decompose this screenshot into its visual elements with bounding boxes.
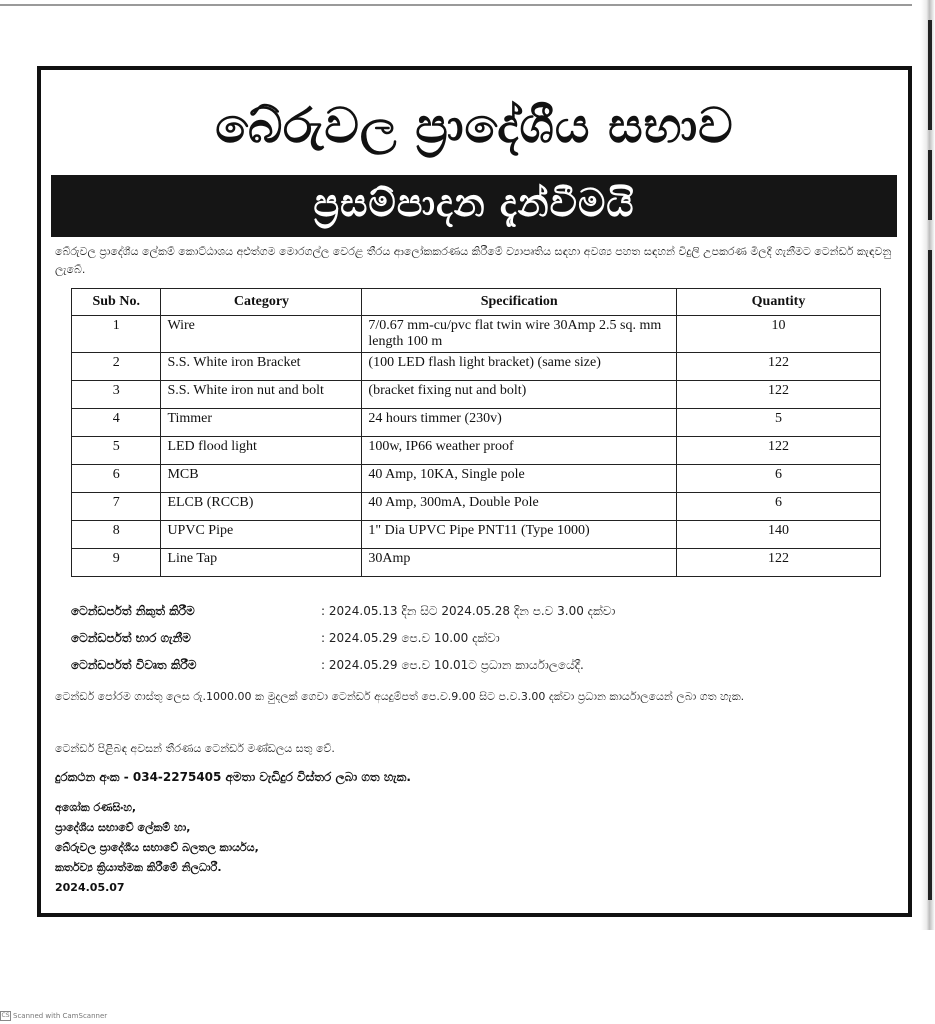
cell-specification: (bracket fixing nut and bolt) [362, 381, 677, 409]
camscanner-logo-icon: CS [1, 1012, 10, 1019]
cell-specification: 24 hours timmer (230v) [362, 409, 677, 437]
notice-date: 2024.05.07 [55, 881, 125, 894]
cell-specification: 30Amp [362, 549, 677, 577]
notice-title: බේරුවල ප්‍රාදේශීය සභාව [215, 98, 734, 154]
cell-category: Wire [161, 316, 362, 353]
cell-category: MCB [161, 465, 362, 493]
schedule-label: ටෙන්ඩර්පත් භාර ගැනීම [71, 631, 191, 645]
schedule-row-issue [71, 604, 831, 631]
phone-line: දුරකථන අංක - 034-2275405 අමතා වැඩිදුර විස්තර ලබා ගත හැක. [55, 770, 411, 784]
schedule-label: ටෙන්ඩර්පත් විවෘත කිරීම [71, 658, 197, 672]
table-header-row [72, 289, 881, 316]
cell-quantity: 6 [676, 465, 880, 493]
cell-category: S.S. White iron Bracket [161, 353, 362, 381]
cell-specification: 40 Amp, 300mA, Double Pole [362, 493, 677, 521]
schedule-value: : 2024.05.29 පෙ.ව 10.01ට ප්‍රධාන කාර්යාලයේදී. [321, 658, 584, 672]
cell-sub-no: 9 [72, 549, 161, 577]
table-row [72, 465, 881, 493]
signatory-title-2: බේරුවල ප්‍රාදේශීය සභාවේ බලතල කාර්යය, [55, 841, 259, 854]
cell-category: ELCB (RCCB) [161, 493, 362, 521]
signature-block [55, 798, 259, 898]
cell-category: S.S. White iron nut and bolt [161, 381, 362, 409]
cell-specification: 40 Amp, 10KA, Single pole [362, 465, 677, 493]
cell-sub-no: 6 [72, 465, 161, 493]
schedule-row-receive [71, 631, 831, 658]
cell-specification: (100 LED flash light bracket) (same size) [362, 353, 677, 381]
cell-specification: 100w, IP66 weather proof [362, 437, 677, 465]
scanner-text: Scanned with CamScanner [13, 1012, 108, 1020]
fee-paragraph: ටෙන්ඩර් පෝරම ගාස්තු ලෙස රු.1000.00 ක මුදලක් ගෙවා ටෙන්ඩර් අයදුම්පත් පෙ.ව.9.00 සිට ප.ව.3.00 දක්වා ප්‍රධාන කාර්යාලයෙන් ලබා ගත හැක. [55, 690, 745, 703]
cell-category: UPVC Pipe [161, 521, 362, 549]
tender-items-table [71, 288, 881, 577]
cell-sub-no: 1 [72, 316, 161, 353]
scanner-watermark [0, 1011, 107, 1021]
signatory-title-3: කර්තව්‍ය ක්‍රියාත්මක කිරීමේ නිලධාරී. [55, 861, 222, 874]
schedule-value: : 2024.05.13 දින සිට 2024.05.28 දින ප.ව 3.00 දක්වා [321, 604, 616, 618]
schedule-row-open [71, 658, 831, 685]
page-top-rule [0, 4, 912, 6]
table-row [72, 381, 881, 409]
tender-schedule [71, 604, 831, 685]
banner-text: ප්‍රසම්පාදන දැන්වීමයි [313, 181, 635, 225]
cell-category: Line Tap [161, 549, 362, 577]
cell-specification: 1" Dia UPVC Pipe PNT11 (Type 1000) [362, 521, 677, 549]
notice-banner [51, 175, 897, 237]
header-quantity: Quantity [676, 289, 880, 316]
cell-sub-no: 2 [72, 353, 161, 381]
cell-specification: 7/0.67 mm-cu/pvc flat twin wire 30Amp 2.5 sq. mm length 100 m [362, 316, 677, 353]
notice-frame [37, 66, 912, 917]
header-sub-no: Sub No. [72, 289, 161, 316]
schedule-label: ටෙන්ඩර්පත් නිකුත් කිරීම [71, 604, 195, 618]
table-row [72, 437, 881, 465]
cell-sub-no: 5 [72, 437, 161, 465]
header-category: Category [161, 289, 362, 316]
cell-sub-no: 3 [72, 381, 161, 409]
cell-quantity: 122 [676, 437, 880, 465]
cell-quantity: 140 [676, 521, 880, 549]
signatory-title-1: ප්‍රාදේශීය සභාවේ ලේකම් හා, [55, 821, 191, 834]
cell-quantity: 5 [676, 409, 880, 437]
signatory-name: අශෝක රණසිංහ, [55, 801, 137, 814]
intro-paragraph: බේරුවල ප්‍රාදේශීය ලේකම් කොට්ඨාශය අළුත්ගම මොරගල්ල වෙරළ තීරය ආලෝකකරණය කිරීමේ ව්‍යාපෘතිය සඳහා අවශ්‍ය පහත සඳහන් විදුලි උපකරණ මිලදී ගැනීමට ටෙන්ඩර් කැඳවනු ලැබේ. [55, 245, 892, 276]
schedule-value: : 2024.05.29 පෙ.ව 10.00 දක්වා [321, 631, 500, 645]
cell-quantity: 122 [676, 549, 880, 577]
cell-quantity: 10 [676, 316, 880, 353]
cell-sub-no: 8 [72, 521, 161, 549]
cell-sub-no: 4 [72, 409, 161, 437]
cell-category: Timmer [161, 409, 362, 437]
header-specification: Specification [362, 289, 677, 316]
table-row [72, 316, 881, 353]
table-row [72, 521, 881, 549]
table-row [72, 353, 881, 381]
table-row [72, 493, 881, 521]
adjacent-page-edge [921, 0, 935, 930]
table-row [72, 549, 881, 577]
cell-quantity: 122 [676, 353, 880, 381]
cell-sub-no: 7 [72, 493, 161, 521]
cell-category: LED flood light [161, 437, 362, 465]
table-row [72, 409, 881, 437]
committee-paragraph: ටෙන්ඩර් පිළිබඳ අවසන් තීරණය ටෙන්ඩර් මණ්ඩලය සතු වේ. [55, 742, 335, 755]
cell-quantity: 122 [676, 381, 880, 409]
cell-quantity: 6 [676, 493, 880, 521]
